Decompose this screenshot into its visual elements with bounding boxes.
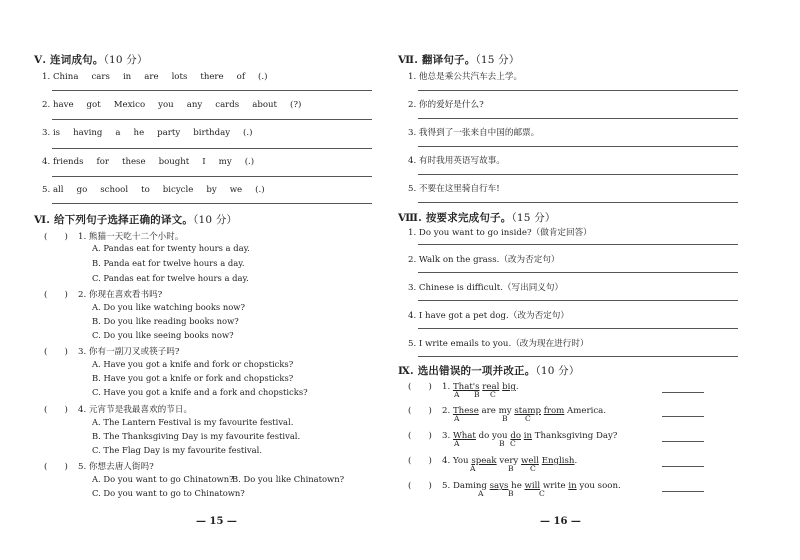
option-c-word: in xyxy=(568,481,577,491)
option-c-word: in xyxy=(523,431,533,441)
word: any xyxy=(186,100,203,110)
text: write xyxy=(540,481,569,491)
word: all xyxy=(52,185,64,195)
text: Thanksgiving Day? xyxy=(532,431,618,441)
correction-line[interactable] xyxy=(662,416,704,417)
text: . xyxy=(515,382,519,392)
correction-line[interactable] xyxy=(662,491,704,492)
answer-line[interactable] xyxy=(52,148,372,149)
mark-c: C xyxy=(530,464,536,473)
word: (.) xyxy=(244,157,255,167)
mark-b: B xyxy=(474,390,480,399)
answer-line[interactable] xyxy=(418,300,738,301)
option-a: A. The Lantern Festival is my favourite festival. xyxy=(92,417,294,427)
answer-paren[interactable]: ( ) xyxy=(44,347,68,357)
answer-line[interactable] xyxy=(418,118,738,119)
section-title: Ⅶ. 翻译句子。 xyxy=(398,54,476,66)
option-a-word: These xyxy=(452,406,479,416)
error-q4 xyxy=(408,454,577,466)
answer-paren[interactable]: ( ) xyxy=(408,382,432,392)
option-a: A. Do you want to go Chinatown? xyxy=(92,474,234,484)
text: very xyxy=(496,456,522,466)
word: in xyxy=(122,72,132,82)
option-a: A. Have you got a knife and fork or chopsticks? xyxy=(92,359,294,369)
answer-line[interactable] xyxy=(418,174,738,175)
word: bicycle xyxy=(162,185,194,195)
mark-a: A xyxy=(454,414,460,423)
word: there xyxy=(200,72,224,82)
option-c: C. The Flag Day is my favourite festival. xyxy=(92,445,263,455)
option-b-word: will xyxy=(524,481,541,491)
option-c-word: from xyxy=(543,406,565,416)
question-text: 2. 你现在喜欢看书吗? xyxy=(78,290,163,300)
answer-line[interactable] xyxy=(52,90,372,91)
mark-c: C xyxy=(490,390,496,399)
text: . xyxy=(574,456,578,466)
option-c: C. Pandas eat for twelve hours a day. xyxy=(92,273,249,283)
word: party xyxy=(157,128,181,138)
error-q1 xyxy=(408,380,519,392)
word: bought xyxy=(158,157,190,167)
section-title: Ⅵ. 给下列句子选择正确的译文。 xyxy=(34,214,194,226)
page-number: — 15 — xyxy=(196,516,237,527)
sec6-q1 xyxy=(44,230,183,242)
mark-b: B xyxy=(499,439,505,448)
word: we xyxy=(229,185,243,195)
mark-a: A xyxy=(454,439,460,448)
option-c-word: English xyxy=(541,456,575,466)
word: (.) xyxy=(243,128,253,138)
word: about xyxy=(252,100,278,110)
word: of xyxy=(236,72,245,82)
section-points: （15 分） xyxy=(511,212,556,224)
question-text: 4. 元宵节是我最喜欢的节日。 xyxy=(78,405,193,415)
section-points: （15 分） xyxy=(475,54,520,66)
mark-c: C xyxy=(525,414,531,423)
answer-paren[interactable]: ( ) xyxy=(44,405,68,415)
answer-paren[interactable]: ( ) xyxy=(408,431,432,441)
word: my xyxy=(218,157,232,167)
complete-q5: 5. I write emails to you.（改为现在进行时） xyxy=(408,339,589,349)
option-b: B. Panda eat for twelve hours a day. xyxy=(92,258,245,268)
mark-b: B xyxy=(502,414,508,423)
answer-line[interactable] xyxy=(52,119,372,120)
translate-q2: 2. 你的爱好是什么? xyxy=(408,100,484,110)
answer-line[interactable] xyxy=(418,202,738,203)
text: are my xyxy=(478,406,515,416)
text: he xyxy=(508,481,525,491)
option-a: A. Do you like watching books now? xyxy=(92,302,245,312)
answer-line[interactable] xyxy=(418,328,738,329)
complete-q4: 4. I have got a pet dog.（改为否定句） xyxy=(408,311,569,321)
answer-line[interactable] xyxy=(418,244,738,245)
word: friends xyxy=(52,157,84,167)
word: (?) xyxy=(290,100,302,110)
option-b-word: well xyxy=(521,456,539,466)
answer-line[interactable] xyxy=(418,356,738,357)
text: You xyxy=(452,456,472,466)
complete-q3: 3. Chinese is difficult.（写出同义句） xyxy=(408,283,564,293)
answer-line[interactable] xyxy=(418,146,738,147)
answer-line[interactable] xyxy=(418,90,738,91)
translate-q1: 1. 他总是乘公共汽车去上学。 xyxy=(408,72,523,82)
answer-paren[interactable]: ( ) xyxy=(408,406,432,416)
section-8-heading xyxy=(398,210,556,225)
option-b-word: stamp xyxy=(514,406,541,416)
translate-q5: 5. 不要在这里骑自行车! xyxy=(408,184,500,194)
section-title: Ⅴ. 连词成句。 xyxy=(34,54,104,66)
answer-line[interactable] xyxy=(52,176,372,177)
word: he xyxy=(133,128,145,138)
word: birthday xyxy=(193,128,231,138)
option-c: C. Do you like seeing books now? xyxy=(92,330,234,340)
q-num: 3. xyxy=(42,128,51,138)
mark-a: A xyxy=(454,390,460,399)
sec6-q5 xyxy=(44,460,154,472)
word: go xyxy=(76,185,88,195)
answer-paren[interactable]: ( ) xyxy=(408,481,432,491)
mark-a: A xyxy=(478,489,484,498)
word: lots xyxy=(171,72,188,82)
right-page xyxy=(398,0,778,560)
option-a-word: What xyxy=(452,431,476,441)
word: have xyxy=(52,100,74,110)
sec6-q3 xyxy=(44,345,179,357)
word: cards xyxy=(215,100,240,110)
correction-line[interactable] xyxy=(662,466,704,467)
q-num: 1. xyxy=(42,72,51,82)
answer-paren[interactable]: ( ) xyxy=(44,290,68,300)
option-b: B. Do you like reading books now? xyxy=(92,316,239,326)
q-num: 5. xyxy=(442,481,451,491)
option-a: A. Pandas eat for twenty hours a day. xyxy=(92,243,250,253)
section-points: （10 分） xyxy=(103,54,148,66)
page-number: — 16 — xyxy=(540,516,581,527)
text: do you xyxy=(475,431,511,441)
option-a-word: speak xyxy=(471,456,497,466)
translate-q3: 3. 我得到了一张来自中国的邮票。 xyxy=(408,128,540,138)
complete-q2: 2. Walk on the grass.（改为否定句） xyxy=(408,255,560,265)
mark-a: A xyxy=(470,464,476,473)
sec6-q2 xyxy=(44,288,162,300)
section-6-heading xyxy=(34,212,237,227)
word: China xyxy=(52,72,79,82)
section-points: （10 分） xyxy=(535,365,580,377)
q-num: 1. xyxy=(442,382,451,392)
mark-b: B xyxy=(508,464,514,473)
option-c: C. Do you want to go to Chinatown? xyxy=(92,488,245,498)
correction-line[interactable] xyxy=(662,392,704,393)
word: got xyxy=(86,100,101,110)
section-5-heading xyxy=(34,52,148,67)
word: a xyxy=(115,128,121,138)
answer-line[interactable] xyxy=(52,203,372,204)
option-c: C. Have you got a knife and a fork and chopsticks? xyxy=(92,387,308,397)
section-title: Ⅷ. 按要求完成句子。 xyxy=(398,212,512,224)
section-7-heading xyxy=(398,52,520,67)
complete-q1: 1. Do you want to go inside?（做肯定回答） xyxy=(408,228,592,238)
word: by xyxy=(206,185,217,195)
word: you xyxy=(158,100,174,110)
mark-b: B xyxy=(508,489,514,498)
error-q5 xyxy=(408,479,621,491)
word: to xyxy=(141,185,150,195)
word: is xyxy=(52,128,61,138)
text: America. xyxy=(564,406,607,416)
mark-c: C xyxy=(510,439,516,448)
q-num: 4. xyxy=(42,157,51,167)
option-b-word: do xyxy=(510,431,522,441)
word: I xyxy=(202,157,206,167)
q-num: 5. xyxy=(42,185,51,195)
sec5-q3 xyxy=(42,128,265,138)
correction-line[interactable] xyxy=(662,441,704,442)
word: Mexico xyxy=(113,100,146,110)
q-num: 2. xyxy=(42,100,51,110)
option-b: B. The Thanksgiving Day is my favourite festival. xyxy=(92,431,301,441)
word: school xyxy=(100,185,129,195)
word: are xyxy=(144,72,159,82)
q-num: 2. xyxy=(442,406,451,416)
text: you soon. xyxy=(576,481,621,491)
option-b: B. Do you like Chinatown? xyxy=(232,474,345,484)
sec5-q4 xyxy=(42,157,267,167)
question-text: 5. 你想去唐人街吗? xyxy=(78,462,154,472)
left-page xyxy=(34,0,414,560)
section-title: Ⅸ. 选出错误的一项并改正。 xyxy=(398,365,536,377)
word: (.) xyxy=(258,72,268,82)
option-b-word: real xyxy=(482,382,500,392)
q-num: 3. xyxy=(442,431,451,441)
answer-paren[interactable]: ( ) xyxy=(44,232,68,242)
translate-q4: 4. 有时我用英语写故事。 xyxy=(408,156,505,166)
word: these xyxy=(121,157,146,167)
option-a-word: says xyxy=(489,481,509,491)
question-text: 3. 你有一副刀叉或筷子吗? xyxy=(78,347,180,357)
word: (.) xyxy=(255,185,265,195)
option-c-word: big xyxy=(502,382,516,392)
sec6-q4 xyxy=(44,403,192,415)
word: cars xyxy=(91,72,110,82)
answer-line[interactable] xyxy=(418,272,738,273)
question-text: 1. 熊猫一天吃十二个小时。 xyxy=(78,232,184,242)
option-b: B. Have you got a knife or fork and chopsticks? xyxy=(92,373,294,383)
q-num: 4. xyxy=(442,456,451,466)
section-points: （10 分） xyxy=(193,214,238,226)
sec5-q5 xyxy=(42,185,278,195)
answer-paren[interactable]: ( ) xyxy=(408,456,432,466)
word: for xyxy=(96,157,109,167)
sec5-q2 xyxy=(42,100,314,110)
section-9-heading xyxy=(398,363,580,378)
option-a-word: That's xyxy=(452,382,480,392)
text: Daming xyxy=(452,481,490,491)
answer-paren[interactable]: ( ) xyxy=(44,462,68,472)
mark-c: C xyxy=(539,489,545,498)
sec5-q1 xyxy=(42,72,280,82)
word: having xyxy=(73,128,103,138)
